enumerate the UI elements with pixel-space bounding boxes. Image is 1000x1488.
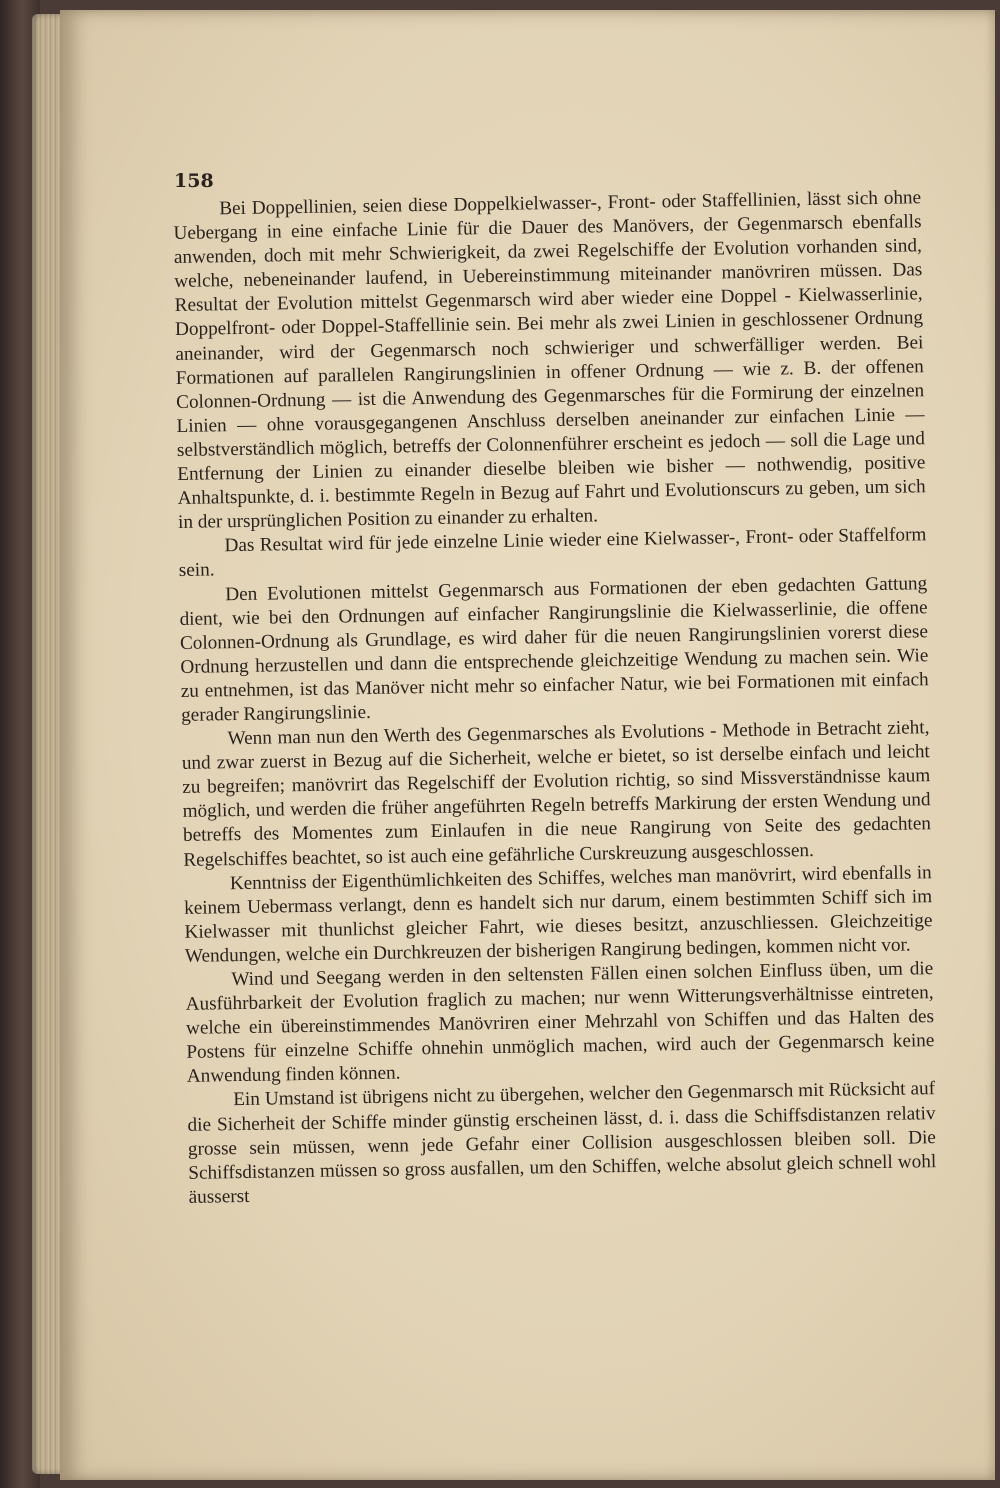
paragraph: Das Resultat wird für jede einzelne Linie wieder eine Kielwasser-, Front- oder Staffelform sein. [178,524,927,582]
body-text [173,186,937,1210]
paragraph: Wenn man nun den Werth des Gegenmarsches als Evolutions - Methode in Betracht zieht, und zwar zuerst in Bezug auf die Sicherheit, welche er bietet, so ist derselbe einfach und leicht zu begreifen; manövrirt das Regelschiff der Evolution richtig, so sind Missverständnisse kaum möglich, und werden die früher angeführten Regeln betreffs Markirung der ersten Wendung und betreffs des Momentes zum Einlaufen in die neue Rangirung von Seite des gedachten Regelschiffes beachtet, so ist auch eine gefährliche Curskreuzung ausgeschlossen. [181,717,932,871]
page-number: 158 [174,170,214,192]
paragraph: Ein Umstand ist übrigens nicht zu übergehen, welcher den Gegenmarsch mit Rücksicht auf die Sicherheit der Schiffe minder günstig erscheinen lässt, d. i. dass die Schiffsdistanzen relativ grosse sein müssen, wenn jede Gefahr einer Collision ausgeschlossen bleiben soll. Die Schiffsdistanzen müssen so gross ausfallen, um den Schiffen, welche absolut gleich schnell wohl äusserst [187,1078,937,1208]
paragraph: Wind und Seegang werden in den seltensten Fällen einen solchen Einfluss üben, um die Ausführbarkeit der Evolution fraglich zu machen; nur wenn Witterungsverhältnisse eintreten, welche ein übereinstimmendes Manövriren einer Mehrzahl von Schiffen und das Halten des Postens für einzelne Schiffe ohnehin unmöglich machen, wird auch der Gegenmarsch keine Anwendung finden können. [185,958,935,1088]
paragraph: Bei Doppellinien, seien diese Doppelkielwasser-, Front- oder Staffellinien, lässt sich ohne Uebergang in eine einfache Linie für die Dauer des Manövers, der Gegenmarsch ebenfalls anwenden, doch mit mehr Schwierigkeit, da zwei Regelschiffe der Evolution vorhanden sind, welche, nebeneinander laufend, in Uebereinstimmung miteinander manövriren müssen. Das Resultat der Evolution mittelst Gegenmarsch wird aber wieder eine Doppel - Kielwasserlinie, Doppelfront- oder Doppel-Staffellinie sein. Bei mehr als zwei Linien in geschlossener Ordnung aneinander, wird der Gegenmarsch noch schwieriger und schwerfälliger werden. Bei Formationen auf parallelen Rangirungslinien in offener Ordnung — wie z. B. der offenen Colonnen-Ordnung — ist die Anwendung des Gegenmarsches für die Formirung der einzelnen Linien — ohne vorausgegangenen Anschluss derselben aneinander zur einfachen Linie — selbstverständlich möglich, betreffs der Colonnenführer erscheint es jedoch — soll die Lage und Entfernung der Linien zu einander dieselbe bleiben wie bisher — nothwendig, positive Anhaltspunkte, d. i. bestimmte Regeln in Bezug auf Fahrt und Evolutionscurs zu geben, um sich in der ursprünglichen Position zu einander zu erhalten. [173,187,926,534]
paragraph: Kenntniss der Eigenthümlichkeiten des Schiffes, welches man manövrirt, wird ebenfalls in keinem Uebermass verlangt, denn es handelt sich nur darum, einem bestimmten Schiff sich im Kielwasser mit thunlichst gleicher Fahrt, wie dieses besitzt, anzuschliessen. Gleichzeitige Wendungen, welche ein Durchkreuzen der bisherigen Rangirung bedingen, kommen nicht vor. [183,861,933,967]
paragraph: Den Evolutionen mittelst Gegenmarsch aus Formationen der eben gedachten Gattung dient, wie bei den Ordnungen auf einfacher Rangirungslinie die Kielwasserlinie, die offene Colonnen-Ordnung als Grundlage, es wird daher für die neuen Rangirungslinien vorerst diese Ordnung herzustellen und dann die entsprechende gleichzeitige Wendung zu machen sein. Wie zu entnehmen, ist das Manöver nicht mehr so einfacher Natur, wie bei Formationen mit einfach gerader Rangirungslinie. [179,572,929,726]
